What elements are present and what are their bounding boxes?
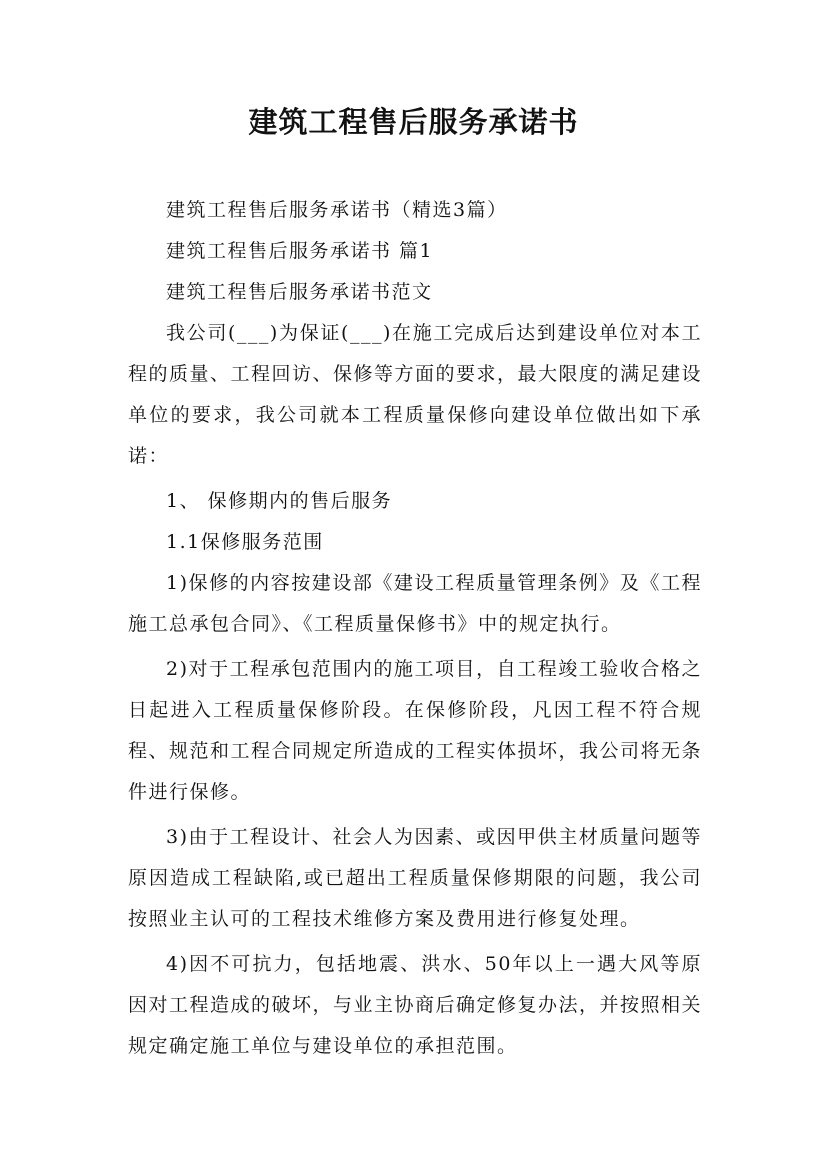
paragraph-clause-4: 4)因不可抗力，包括地震、洪水、50年以上一遇大风等原因对工程造成的破坏，与业主协商后确定修复办法，并按照相关规定确定施工单位与建设单位的承担范围。 [128, 953, 703, 1057]
paragraph-intro: 我公司(___)为保证(___)在施工完成后达到建设单位对本工程的质量、工程回访、保修等方面的要求，最大限度的满足建设单位的要求，我公司就本工程质量保修向建设单位做出如下承诺： [128, 322, 703, 467]
paragraph-subtitle: 建筑工程售后服务承诺书（精选3篇） [166, 199, 508, 221]
paragraph-section-heading: 建筑工程售后服务承诺书 篇1 [166, 240, 434, 262]
paragraph-clause-1: 1)保修的内容按建设部《建设工程质量管理条例》及《工程施工总承包合同》、《工程质量保修书》中的规定执行。 [128, 572, 702, 635]
paragraph-item-1: 1、 保修期内的售后服务 [166, 490, 393, 512]
paragraph-clause-2: 2)对于工程承包范围内的施工项目，自工程竣工验收合格之日起进入工程质量保修阶段。在保修阶段，凡因工程不符合规程、规范和工程合同规定所造成的工程实体损坏，我公司将无条件进行保修。 [128, 658, 703, 803]
paragraph-template-heading: 建筑工程售后服务承诺书范文 [166, 281, 433, 303]
paragraph-item-1-1: 1.1保修服务范围 [166, 531, 324, 553]
document-title: 建筑工程售后服务承诺书 [248, 105, 579, 139]
paragraph-clause-3: 3)由于工程设计、社会人为因素、或因甲供主材质量问题等原因造成工程缺陷,或已超出工程质量保修期限的问题，我公司按照业主认可的工程技术维修方案及费用进行修复处理。 [128, 826, 702, 930]
document-body [128, 190, 702, 1067]
